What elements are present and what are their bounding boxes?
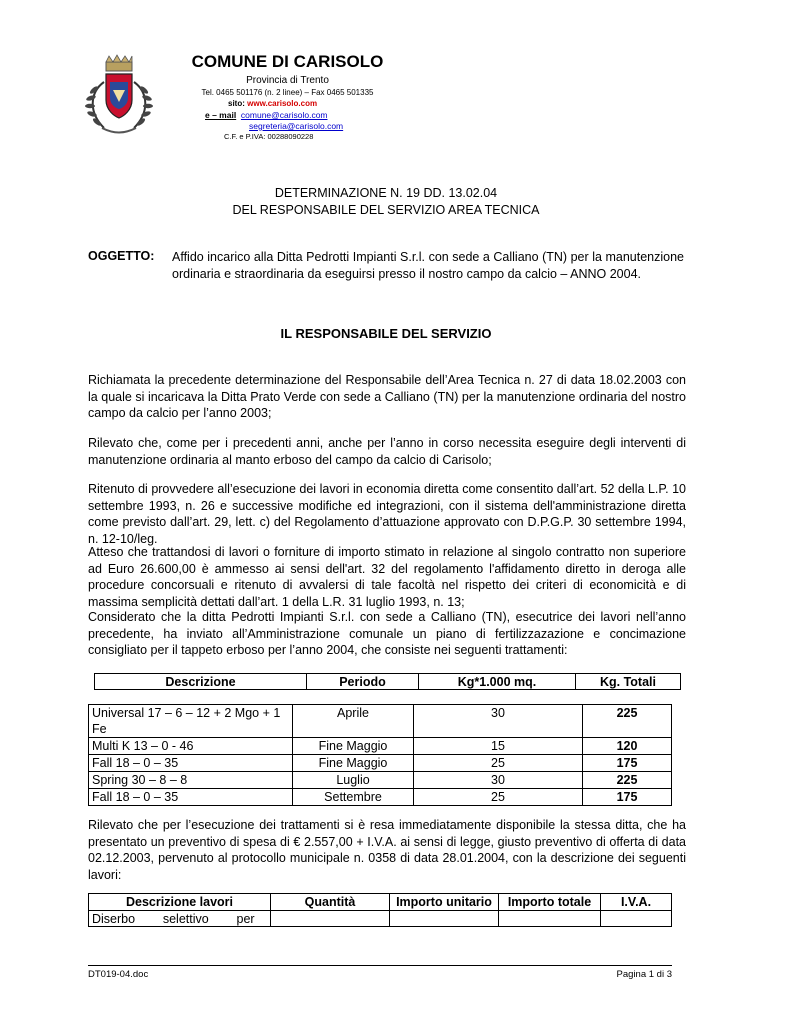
- subject-label: OGGETTO:: [88, 249, 155, 263]
- col-periodo: Periodo: [307, 674, 419, 690]
- website-line: [228, 99, 317, 108]
- treatments-table: [88, 704, 672, 806]
- treatment-period: Aprile: [293, 705, 414, 738]
- treatment-desc: Spring 30 – 8 – 8: [89, 772, 293, 789]
- treatment-period: Fine Maggio: [293, 738, 414, 755]
- paragraph-preventivo: Rilevato che per l’esecuzione dei trattamenti si è resa immediatamente disponibile la stessa ditta, che ha presentato un preventivo di spesa di € 2.557,00 + I.V.A. ai sensi di legge, giusto preventivo di offerta di data 02.12.2003, pervenuto al protocollo municipale n. 0358 di data 28.01.2004, con la descrizione dei seguenti lavori:: [88, 818, 686, 882]
- table-row: [89, 772, 672, 789]
- treatment-period: Fine Maggio: [293, 755, 414, 772]
- treatment-kg: 25: [414, 789, 583, 806]
- paragraph-richiamata: Richiamata la precedente determinazione del Responsabile dell’Area Tecnica n. 27 di data 18.02.2003 con la quale si incaricava la Ditta Prato Verde con sede a Calliano (TN) per la manutenzione ordinaria del nostro campo da calcio per l’anno 2003;: [88, 373, 686, 420]
- treatments-header-table: [94, 673, 681, 690]
- province-name: Provincia di Trento: [246, 75, 329, 86]
- treatment-desc: Multi K 13 – 0 - 46: [89, 738, 293, 755]
- treatment-total: 225: [583, 772, 672, 789]
- treatment-kg: 30: [414, 772, 583, 789]
- work-total: [499, 911, 601, 927]
- footer-filename: DT019-04.doc: [88, 969, 149, 980]
- col-iva: I.V.A.: [601, 894, 672, 911]
- footer-divider: [88, 965, 672, 966]
- paragraph-atteso: Atteso che trattandosi di lavori o forniture di importo stimato in relazione al singolo contratto non superiore ad Euro 26.600,00 è ammesso ai sensi dell'art. 32 del regolamento l'affidamento diretto in deroga alle procedure concorsuali e ritenuto di avvalersi di tale facoltà nel rispetto dei criteri di economicità e di massima semplicità dettati dall’art. 1 della L.R. 31 luglio 1993, n. 13;: [88, 545, 686, 609]
- tax-code: C.F. e P.IVA: 00288090228: [224, 132, 314, 141]
- treatment-period: Settembre: [293, 789, 414, 806]
- subject-text: Affido incarico alla Ditta Pedrotti Impianti S.r.l. con sede a Calliano (TN) per la manutenzione ordinaria e straordinaria da eseguirsi presso il nostro campo da calcio – ANNO 2004.: [172, 250, 684, 281]
- paragraph-ritenuto: Ritenuto di provvedere all’esecuzione dei lavori in economia diretta come consentito dall’art. 52 della L.P. 10 settembre 1993, n. 26 e successive modifiche ed integrazioni, con il sistema dell'amministrazione diretta come previsto dall’art. 29, lett. c) del Regolamento d’attuazione approvato con D.P.G.P. 30 settembre 1994, n. 12-10/leg.: [88, 482, 686, 546]
- table-row: [89, 911, 672, 927]
- work-quantity: [271, 911, 390, 927]
- col-importo-unitario: Importo unitario: [390, 894, 499, 911]
- col-importo-totale: Importo totale: [499, 894, 601, 911]
- email-link-segreteria[interactable]: segreteria@carisolo.com: [249, 121, 344, 131]
- determination-office: DEL RESPONSABILE DEL SERVIZIO AREA TECNICA: [232, 203, 540, 217]
- treatment-desc: Universal 17 – 6 – 12 + 2 Mgo + 1 Fe: [89, 705, 293, 738]
- col-quantita: Quantità: [271, 894, 390, 911]
- work-vat: [601, 911, 672, 927]
- treatment-kg: 25: [414, 755, 583, 772]
- table-row: [89, 789, 672, 806]
- table-header-row: [89, 894, 672, 911]
- table-row: [89, 755, 672, 772]
- municipality-name: COMUNE DI CARISOLO: [191, 52, 384, 71]
- email-link-comune[interactable]: comune@carisolo.com: [240, 110, 328, 120]
- treatment-total: 225: [583, 705, 672, 738]
- treatment-desc: Fall 18 – 0 – 35: [89, 755, 293, 772]
- footer-page-number: Pagina 1 di 3: [616, 969, 672, 980]
- col-kg-per-mq: Kg*1.000 mq.: [419, 674, 576, 690]
- paragraph-considerato: Considerato che la ditta Pedrotti Impianti S.r.l. con sede a Calliano (TN), esecutrice dei lavori nell’anno precedente, ha inviato all’Amministrazione comunale un piano di fertilizzazazione e concimazione consigliato per il tappeto erboso per l’anno 2004, che consiste nei seguenti trattamenti:: [88, 610, 686, 657]
- email-label: e – mail: [205, 110, 237, 120]
- paragraph-rilevato: Rilevato che, come per i precedenti anni, anche per l’anno in corso necessita eseguire degli interventi di manutenzione ordinaria al manto erboso del campo da calcio di Carisolo;: [88, 436, 686, 467]
- col-kg-totali: Kg. Totali: [576, 674, 681, 690]
- treatment-period: Luglio: [293, 772, 414, 789]
- section-title: IL RESPONSABILE DEL SERVIZIO: [280, 326, 492, 341]
- municipal-crest-icon: [84, 52, 154, 136]
- col-descrizione-lavori: Descrizione lavori: [89, 894, 271, 911]
- treatment-total: 120: [583, 738, 672, 755]
- treatment-kg: 15: [414, 738, 583, 755]
- work-desc: Diserbo selettivo per: [89, 911, 271, 927]
- treatment-total: 175: [583, 789, 672, 806]
- works-table: [88, 893, 672, 927]
- treatment-desc: Fall 18 – 0 – 35: [89, 789, 293, 806]
- table-row: [89, 705, 672, 738]
- phone-fax: Tel. 0465 501176 (n. 2 linee) – Fax 0465 501335: [201, 88, 374, 97]
- table-row: [89, 738, 672, 755]
- website-link[interactable]: www.carisolo.com: [247, 99, 318, 108]
- treatment-total: 175: [583, 755, 672, 772]
- email-line: [205, 110, 328, 120]
- work-unit-price: [390, 911, 499, 927]
- determination-number: DETERMINAZIONE N. 19 DD. 13.02.04: [274, 186, 498, 200]
- treatment-kg: 30: [414, 705, 583, 738]
- col-descrizione: Descrizione: [95, 674, 307, 690]
- website-label: sito:: [228, 99, 245, 108]
